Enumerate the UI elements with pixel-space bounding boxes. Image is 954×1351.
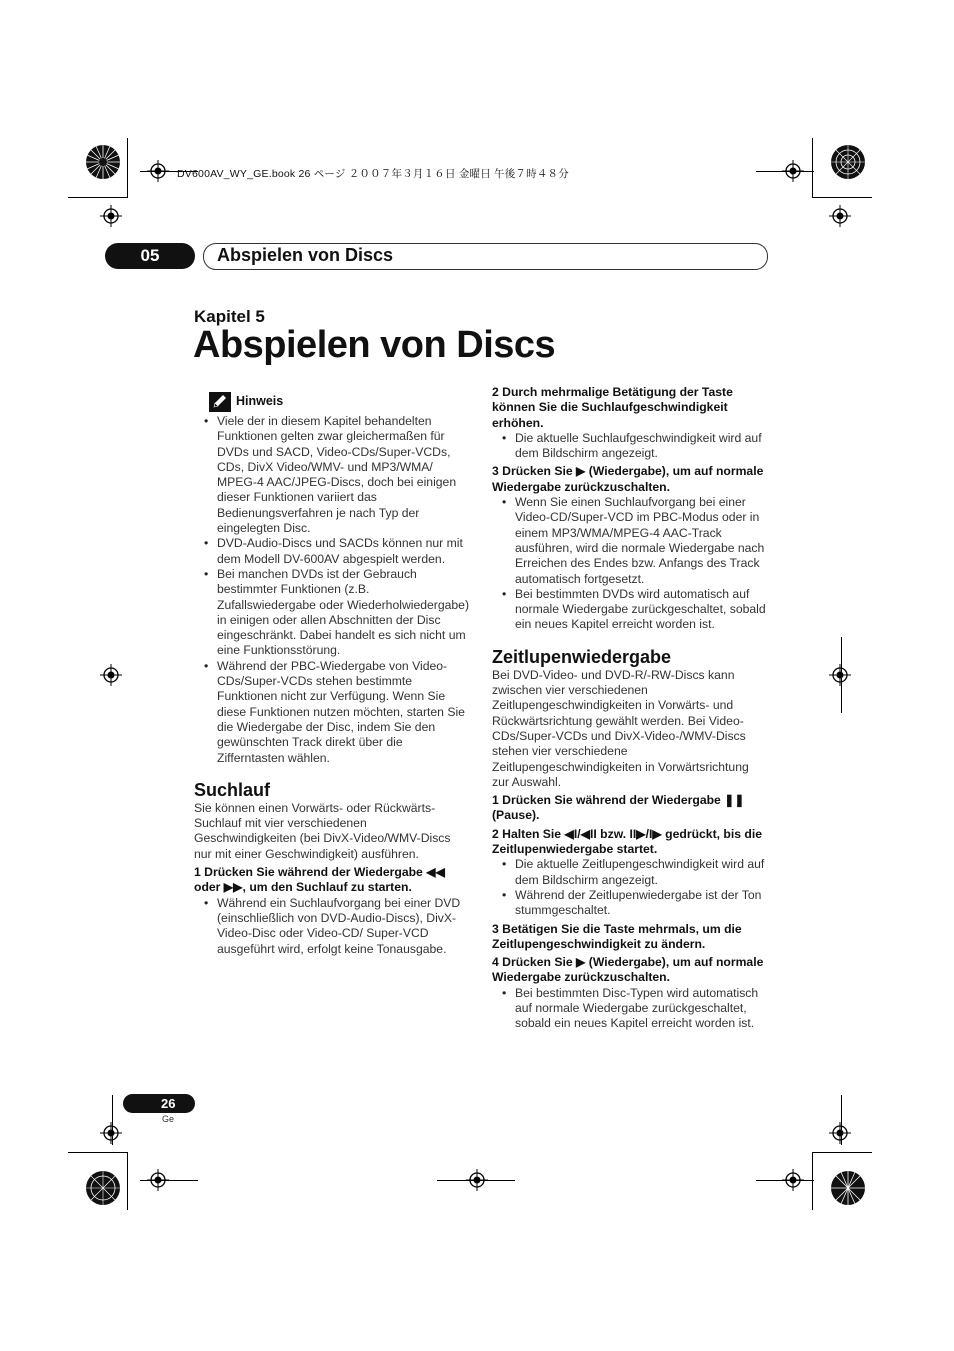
- suchlauf-step-1-list: [194, 896, 470, 957]
- zeitlupe-step-2: 2 Halten Sie ◀I/◀II bzw. II▶/I▶ gedrückt, bis die Zeitlupenwiedergabe startet.: [492, 826, 763, 857]
- suchlauf-step-1: 1 Drücken Sie während der Wiedergabe ◀◀ oder ▶▶, um den Suchlauf zu starten.: [194, 865, 445, 895]
- search-step-2-list: [492, 431, 768, 462]
- left-column: [194, 392, 470, 957]
- zeitlupe-intro: Bei DVD-Video- und DVD-R/-RW-Discs kann zwischen vier verschiedenen Zeitlupengeschwindigkeiten in Vorwärts- und Rückwärtsrichtung gewählt werden. Bei Video-CDs/Super-VCDs und DivX-Video-/WMV-Discs stehen vier verschiedene Zeitlupengeschwindigkeiten in Vorwärtsrichtung zur Auswahl.: [492, 667, 749, 789]
- list-item: • Bei bestimmten Disc-Typen wird automatisch auf normale Wiedergabe zurückgeschaltet, sobald ein neues Kapitel erreicht worden ist.: [492, 986, 768, 1032]
- right-column: [492, 385, 768, 1032]
- registration-target-icon: [829, 205, 851, 227]
- suchlauf-heading: Suchlauf: [194, 779, 271, 800]
- page-number-badge: [123, 1094, 195, 1113]
- chapter-title: Abspielen von Discs: [217, 245, 394, 265]
- list-item: • Bei manchen DVDs ist der Gebrauch bestimmter Funktionen (z.B. Zufallswiedergabe oder Wiederholwiedergabe) in einigen oder allen Abschnitten der Disc eingeschränkt. Dabei handelt es sich nicht um eine Funktionsstörung.: [194, 567, 470, 659]
- hinweis-header: [194, 392, 470, 414]
- zeitlupe-step-4-list: [492, 986, 768, 1032]
- page-number: 26: [161, 1096, 176, 1111]
- zeitlupe-step-1: 1 Drücken Sie während der Wiedergabe ❚❚ (Pause).: [492, 793, 745, 823]
- zeitlupe-step-2-list: [492, 857, 768, 918]
- zeitlupe-step-3: 3 Betätigen Sie die Taste mehrmals, um die Zeitlupengeschwindigkeit zu ändern.: [492, 921, 742, 951]
- search-step-3: 3 Drücken Sie ▶ (Wiedergabe), um auf normale Wiedergabe zurückzuschalten.: [492, 464, 764, 494]
- registration-sunburst-icon: [85, 144, 121, 180]
- list-item: • Während der Zeitlupenwiedergabe ist der Ton stummgeschaltet.: [492, 888, 768, 919]
- registration-target-icon: [829, 664, 851, 686]
- list-item: • DVD-Audio-Discs und SACDs können nur mit dem Modell DV-600AV abgespielt werden.: [194, 536, 470, 567]
- zeitlupe-heading: Zeitlupenwiedergabe: [492, 646, 672, 667]
- registration-target-icon: [100, 205, 122, 227]
- hinweis-label: Hinweis: [236, 394, 284, 408]
- list-item: • Bei bestimmten DVDs wird automatisch auf normale Wiedergabe zurückgeschaltet, sobald ein neues Kapitel erreicht worden ist.: [492, 587, 768, 633]
- search-step-2: 2 Durch mehrmalige Betätigung der Taste können Sie die Suchlaufgeschwindigkeit erhöhen.: [492, 385, 733, 430]
- hinweis-list: [194, 414, 470, 766]
- list-item: • Die aktuelle Zeitlupengeschwindigkeit wird auf dem Bildschirm angezeigt.: [492, 857, 768, 888]
- language-code: Ge: [162, 1114, 175, 1124]
- list-item: • Während der PBC-Wiedergabe von Video-CDs/Super-VCDs stehen bestimmte Funktionen nicht zur Verfügung. Wenn Sie diese Funktionen nutzen möchten, starten Sie die Wiedergabe der Disc, indem Sie den gewünschten Track direkt über die Zifferntasten wählen.: [194, 659, 470, 766]
- registration-target-icon: [100, 664, 122, 686]
- suchlauf-intro: Sie können einen Vorwärts- oder Rückwärts-Suchlauf mit vier verschiedenen Geschwindigkeiten (bei DivX-Video/WMV-Discs nur mit einer Geschwindigkeit) ausführen.: [194, 800, 451, 861]
- registration-target-icon: [829, 1122, 851, 1144]
- list-item: • Viele der in diesem Kapitel behandelten Funktionen gelten zwar gleichermaßen für DVDs und SACD, Video-CDs/Super-VCDs, CDs, DivX Video/WMV- und MP3/WMA/ MPEG-4 AAC/JPEG-Discs, doch bei einigen dieser Funktionen variiert das Bedienungsverfahren je nach Typ der eingelegten Disc.: [194, 414, 470, 536]
- zeitlupe-step-4: 4 Drücken Sie ▶ (Wiedergabe), um auf normale Wiedergabe zurückzuschalten.: [492, 955, 764, 985]
- registration-sunburst-icon: [830, 144, 866, 180]
- chapter-label: Kapitel 5: [194, 307, 265, 326]
- registration-target-icon: [100, 1122, 122, 1144]
- registration-sunburst-icon: [85, 1170, 121, 1206]
- book-filename: DV600AV_WY_GE.book 26 ページ ２００７年３月１６日 金曜日 午後７時４８分: [177, 168, 569, 180]
- note-pencil-icon: [209, 392, 231, 412]
- chapter-title-bar: [203, 243, 768, 270]
- list-item: • Wenn Sie einen Suchlaufvorgang bei einer Video-CD/Super-VCD im PBC-Modus oder in einem MP3/WMA/MPEG-4 AAC-Track ausführen, wird die normale Wiedergabe nach Erreichen des Endes bzw. Anfangs des Track automatisch fortgesetzt.: [492, 495, 768, 587]
- search-step-3-list: [492, 495, 768, 633]
- page-title: Abspielen von Discs: [193, 324, 556, 366]
- registration-sunburst-icon: [830, 1170, 866, 1206]
- chapter-number-badge: 05: [105, 243, 195, 269]
- list-item: • Während ein Suchlaufvorgang bei einer DVD (einschließlich von DVD-Audio-Discs), DivX-Video-Disc oder Video-CD/ Super-VCD ausgeführt wird, erfolgt keine Tonausgabe.: [194, 896, 470, 957]
- list-item: • Die aktuelle Suchlaufgeschwindigkeit wird auf dem Bildschirm angezeigt.: [492, 431, 768, 462]
